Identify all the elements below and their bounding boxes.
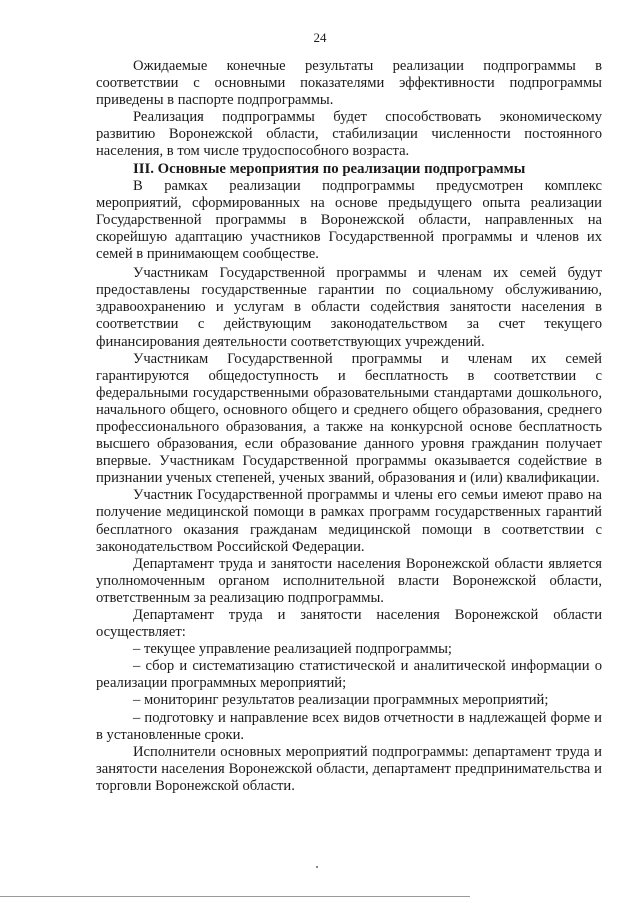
bottom-rule [0, 896, 470, 897]
paragraph-department-duties: Департамент труда и занятости населения Воронежской области осуществляет: [96, 607, 602, 641]
paragraph-social-guarantees: Участникам Государственной программы и членам их семей будут предоставлены государственные гарантии по социальному обслуживанию, здравоохранению и услугам в области содействия занятости населения в соответствии с действующим законодательством за счет текущего финансирования деятельности соответствующих учреждений. [96, 265, 602, 350]
section-heading: III. Основные мероприятия по реализации подпрограммы [133, 160, 526, 177]
paragraph-measures-complex: В рамках реализации подпрограммы предусмотрен комплекс мероприятий, сформированных на основе предыдущего опыта реализации Государственной программы в Воронежской области, направленных на скорейшую адаптацию участников Государственной программы и членов их семей в принимающем сообществе. [96, 177, 602, 263]
list-item-monitoring: – мониторинг результатов реализации программных мероприятий; [133, 692, 549, 709]
list-item-information-collection: – сбор и систематизацию статистической и аналитической информации о реализации программных мероприятий; [96, 658, 602, 692]
paragraph-expected-results: Ожидаемые конечные результаты реализации подпрограммы в соответствии с основными показателями эффективности подпрограммы приведены в паспорте подпрограммы. [96, 58, 602, 109]
document-body [96, 58, 602, 795]
paragraph-implementation-effect: Реализация подпрограммы будет способствовать экономическому развитию Воронежской области, стабилизации численности постоянного населения, в том числе трудоспособного возраста. [96, 109, 602, 160]
list-item-reporting: – подготовку и направление всех видов отчетности в надлежащей форме и в установленные сроки. [96, 709, 602, 743]
list-item-current-management: – текущее управление реализацией подпрограммы; [133, 641, 452, 658]
paragraph-authorized-body: Департамент труда и занятости населения Воронежской области является уполномоченным органом исполнительной власти Воронежской области, ответственным за реализацию подпрограммы. [96, 555, 602, 606]
paragraph-education-guarantees: Участникам Государственной программы и членам их семей гарантируются общедоступность и бесплатность в соответствии с федеральными государственными образовательными стандартами дошкольного, начального общего, основного общего и среднего общего образования, среднего профессионального образования, а также на конкурсной основе бесплатность высшего образования, если образование данного уровня гражданин получает впервые. Участникам Государственной программы оказывается содействие в признании ученых степеней, ученых званий, образования и (или) квалификации. [96, 350, 602, 487]
scan-mark [316, 866, 318, 868]
page-number: 24 [313, 30, 327, 45]
paragraph-medical-care: Участник Государственной программы и члены его семьи имеют право на получение медицинской помощи в рамках программ государственных гарантий бесплатного оказания гражданам медицинской помощи в соответствии с законодательством Российской Федерации. [96, 487, 602, 555]
paragraph-executors: Исполнители основных мероприятий подпрограммы: департамент труда и занятости населения Воронежской области, департамент предпринимательства и торговли Воронежской области. [96, 743, 602, 794]
